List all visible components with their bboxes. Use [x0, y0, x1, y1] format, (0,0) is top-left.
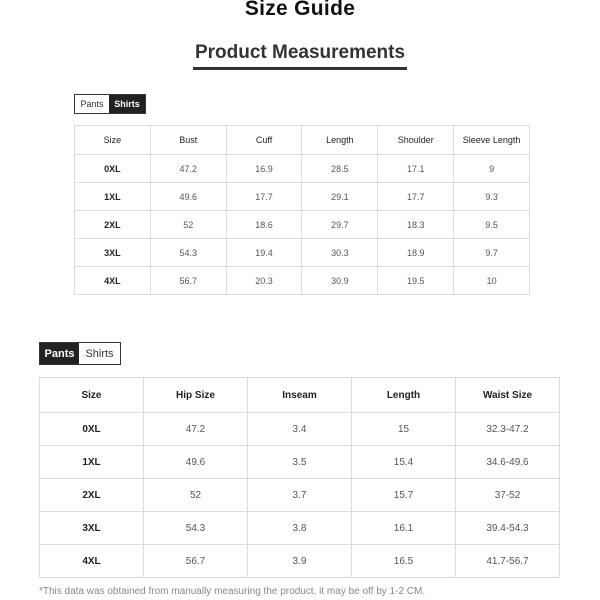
tab-shirts[interactable]: Shirts	[79, 343, 120, 364]
column-header: Inseam	[248, 378, 352, 413]
table-row	[40, 479, 560, 512]
table-cell: 9.7	[454, 239, 530, 267]
table-cell: 47.2	[144, 413, 248, 446]
table-cell: 16.5	[352, 545, 456, 578]
table-cell: 4XL	[40, 545, 144, 578]
table-cell: 56.7	[150, 267, 226, 295]
measurement-disclaimer: *This data was obtained from manually measuring the product, it may be off by 1-2 CM.	[39, 586, 426, 597]
table-cell: 16.9	[226, 155, 302, 183]
table-cell: 3.8	[248, 512, 352, 545]
table-cell: 19.4	[226, 239, 302, 267]
tab-shirts[interactable]: Shirts	[109, 95, 145, 113]
table-cell: 2XL	[40, 479, 144, 512]
table-cell: 52	[144, 479, 248, 512]
table-cell: 15	[352, 413, 456, 446]
table-cell: 0XL	[75, 155, 151, 183]
table-cell: 39.4-54.3	[456, 512, 560, 545]
table-row	[75, 239, 530, 267]
column-header: Hip Size	[144, 378, 248, 413]
table-cell: 32.3-47.2	[456, 413, 560, 446]
table-header-row	[40, 378, 560, 413]
shirts-tab-group	[74, 94, 146, 114]
table-cell: 30.3	[302, 239, 378, 267]
table-cell: 3.7	[248, 479, 352, 512]
column-header: Length	[352, 378, 456, 413]
table-row	[75, 211, 530, 239]
column-header: Size	[40, 378, 144, 413]
subtitle-text: Product Measurements	[193, 42, 407, 70]
table-cell: 20.3	[226, 267, 302, 295]
table-cell: 3.9	[248, 545, 352, 578]
table-cell: 3.4	[248, 413, 352, 446]
table-cell: 52	[150, 211, 226, 239]
table-cell: 30.9	[302, 267, 378, 295]
table-row	[40, 413, 560, 446]
pants-tab-group	[39, 342, 121, 365]
table-cell: 4XL	[75, 267, 151, 295]
table-cell: 19.5	[378, 267, 454, 295]
table-cell: 3.5	[248, 446, 352, 479]
table-cell: 17.7	[226, 183, 302, 211]
table-cell: 47.2	[150, 155, 226, 183]
table-cell: 3XL	[40, 512, 144, 545]
tab-pants[interactable]: Pants	[40, 343, 79, 364]
pants-size-table	[39, 377, 560, 578]
section-subtitle	[0, 42, 600, 70]
table-cell: 28.5	[302, 155, 378, 183]
table-cell: 17.7	[378, 183, 454, 211]
table-cell: 15.7	[352, 479, 456, 512]
table-cell: 1XL	[40, 446, 144, 479]
table-cell: 10	[454, 267, 530, 295]
table-cell: 29.1	[302, 183, 378, 211]
table-cell: 37-52	[456, 479, 560, 512]
table-cell: 9.3	[454, 183, 530, 211]
table-cell: 2XL	[75, 211, 151, 239]
table-cell: 17.1	[378, 155, 454, 183]
table-row	[40, 545, 560, 578]
table-cell: 15.4	[352, 446, 456, 479]
column-header: Length	[302, 126, 378, 155]
table-cell: 54.3	[150, 239, 226, 267]
table-row	[40, 512, 560, 545]
table-cell: 16.1	[352, 512, 456, 545]
table-cell: 34.6-49.6	[456, 446, 560, 479]
column-header: Shoulder	[378, 126, 454, 155]
table-row	[40, 446, 560, 479]
table-row	[75, 183, 530, 211]
page-title: Size Guide	[244, 0, 356, 20]
column-header: Sleeve Length	[454, 126, 530, 155]
table-cell: 18.3	[378, 211, 454, 239]
table-cell: 3XL	[75, 239, 151, 267]
shirts-size-table	[74, 125, 530, 295]
table-cell: 18.6	[226, 211, 302, 239]
table-row	[75, 155, 530, 183]
table-cell: 9	[454, 155, 530, 183]
table-cell: 1XL	[75, 183, 151, 211]
table-header-row	[75, 126, 530, 155]
table-cell: 18.9	[378, 239, 454, 267]
table-cell: 29.7	[302, 211, 378, 239]
column-header: Size	[75, 126, 151, 155]
table-cell: 54.3	[144, 512, 248, 545]
table-cell: 49.6	[144, 446, 248, 479]
column-header: Cuff	[226, 126, 302, 155]
table-cell: 41.7-56.7	[456, 545, 560, 578]
column-header: Waist Size	[456, 378, 560, 413]
table-cell: 0XL	[40, 413, 144, 446]
table-row	[75, 267, 530, 295]
table-cell: 56.7	[144, 545, 248, 578]
tab-pants[interactable]: Pants	[75, 95, 109, 113]
column-header: Bust	[150, 126, 226, 155]
table-cell: 49.6	[150, 183, 226, 211]
table-cell: 9.5	[454, 211, 530, 239]
